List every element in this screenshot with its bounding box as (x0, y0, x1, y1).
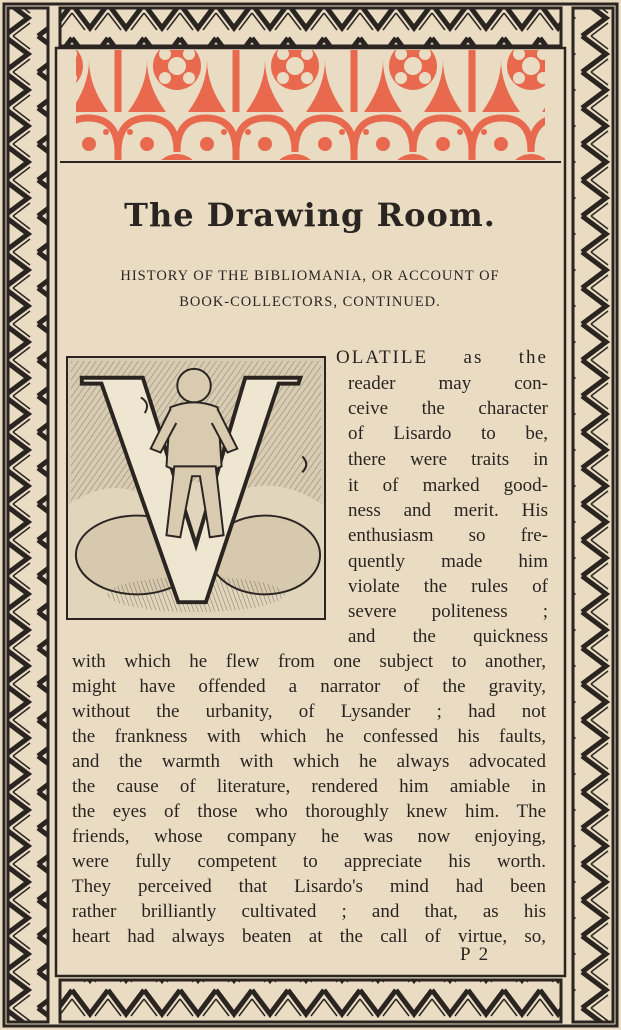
text-line: They perceived that Lisardo's mind had been (72, 876, 546, 897)
text-line: ceive the character (348, 398, 548, 419)
text-line: OLATILE as the (336, 347, 548, 368)
subtitle-line-2: BOOK-COLLECTORS, CONTINUED. (179, 294, 441, 310)
text-line: with which he flew from one subject to another, (72, 651, 546, 672)
text-line: might have offended a narrator of the gravity, (72, 676, 546, 697)
zigzag-border-top (60, 8, 561, 46)
text-line: ness and merit. His (348, 500, 548, 521)
text-line: heart had always beaten at the call of virtue, so, (72, 926, 546, 947)
text-line: the eyes of those who thoroughly knew him. The (72, 801, 546, 822)
page-folio: P 2 (460, 944, 491, 965)
text-line: rather brilliantly cultivated ; and that, as his (72, 901, 546, 922)
subtitle-line-1: HISTORY OF THE BIBLIOMANIA, OR ACCOUNT OF (120, 268, 500, 284)
text-line: reader may con- (348, 373, 548, 394)
text-line: the frankness with which he confessed his faults, (72, 726, 546, 747)
text-line: severe politeness ; (348, 601, 548, 622)
page-title: The Drawing Room. (124, 196, 496, 234)
text-line: it of marked good- (348, 475, 548, 496)
text-line: friends, whose company he was now enjoying, (72, 826, 546, 847)
text-line: and the warmth with which he always advocated (72, 751, 546, 772)
text-line: quently made him (348, 551, 548, 572)
woodcut-illustration (66, 356, 326, 620)
text-line: of Lisardo to be, (348, 423, 548, 444)
text-line: enthusiasm so fre- (348, 525, 548, 546)
zigzag-border-right (573, 8, 613, 1022)
zigzag-border-bottom (60, 980, 561, 1022)
text-line: without the urbanity, of Lysander ; had not (72, 701, 546, 722)
zigzag-border-left (8, 8, 48, 1022)
text-line: the cause of literature, rendered him amiable in (72, 776, 546, 797)
text-line: violate the rules of (348, 576, 548, 597)
gothic-tracery-ornament (76, 50, 545, 160)
text-line: were fully competent to appreciate his worth. (72, 851, 546, 872)
text-line: there were traits in (348, 449, 548, 470)
text-line: and the quickness (348, 626, 548, 647)
